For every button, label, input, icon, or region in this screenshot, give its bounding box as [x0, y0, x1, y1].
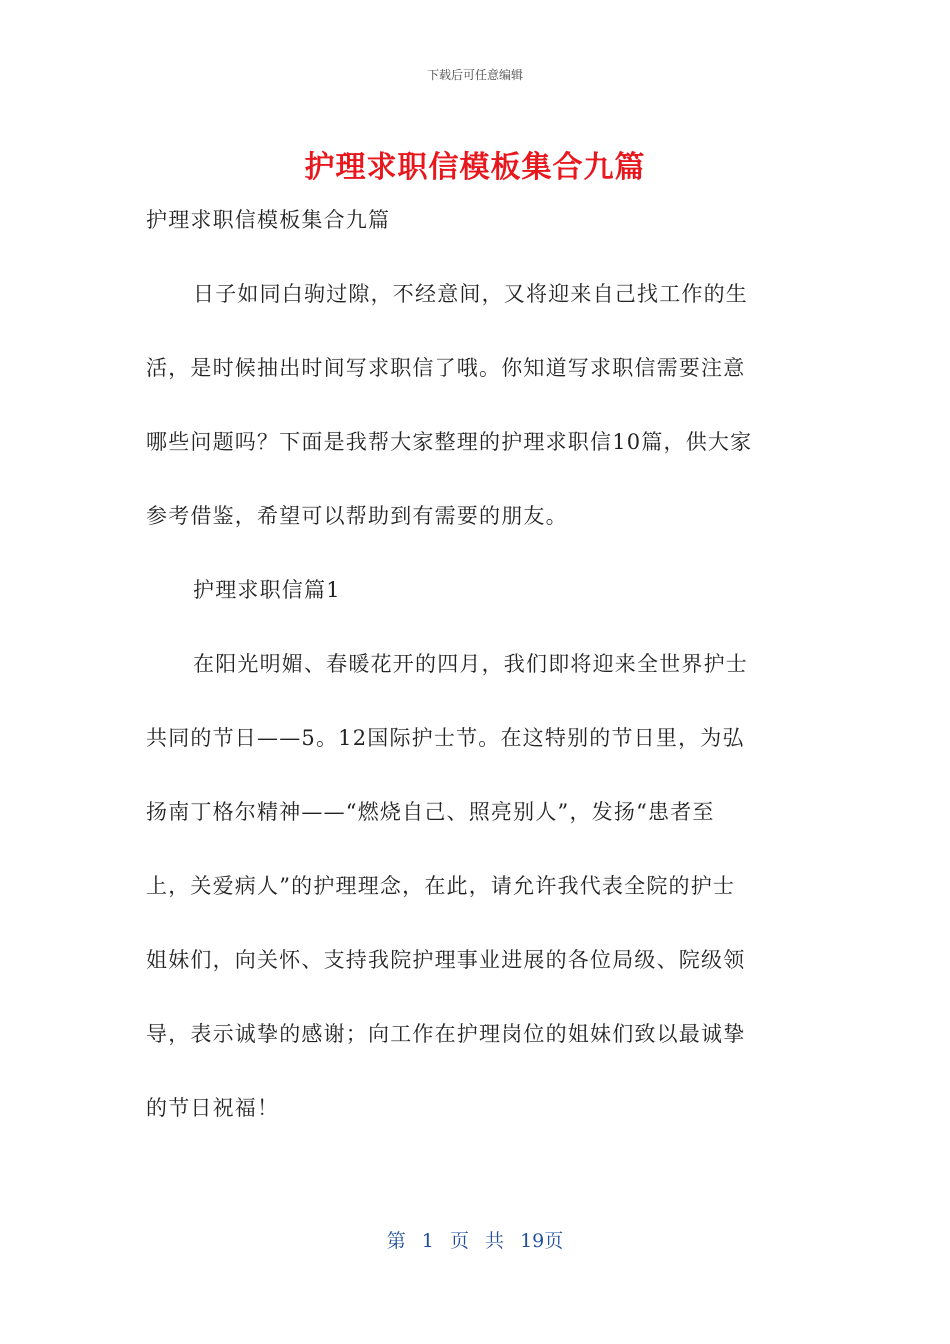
line-gap — [146, 1053, 806, 1090]
paragraph-gap — [146, 535, 806, 572]
document-body — [146, 202, 806, 1127]
line-gap — [146, 683, 806, 720]
text-line: 上，关爱病人”的护理理念，在此，请允许我代表全院的护士 — [146, 874, 736, 898]
text-line: 日子如同白驹过隙，不经意间，又将迎来自己找工作的生 — [193, 282, 748, 306]
section-heading: 护理求职信篇1 — [193, 578, 341, 602]
text-line: 参考借鉴，希望可以帮助到有需要的朋友。 — [146, 504, 568, 528]
page-footer — [0, 1226, 950, 1253]
paragraph-subtitle — [146, 202, 806, 239]
text-line: 护理求职信模板集合九篇 — [146, 208, 391, 232]
line-gap — [146, 905, 806, 942]
line-gap — [146, 831, 806, 868]
footer-current-page: 1 — [421, 1230, 434, 1252]
line-gap — [146, 979, 806, 1016]
line-gap — [146, 461, 806, 498]
header-note: 下载后可任意编辑 — [426, 68, 523, 82]
footer-total-prefix: 共 — [485, 1230, 505, 1252]
footer-mid: 页 — [449, 1230, 469, 1252]
document-title: 护理求职信模板集合九篇 — [304, 150, 646, 185]
paragraph-body — [146, 646, 806, 1127]
paragraph-intro — [146, 276, 806, 535]
paragraph-gap — [146, 239, 806, 276]
text-line: 导，表示诚挚的感谢；向工作在护理岗位的姐妹们致以最诚挚 — [146, 1022, 746, 1046]
text-line: 姐妹们，向关怀、支持我院护理事业进展的各位局级、院级领 — [146, 948, 746, 972]
line-gap — [146, 313, 806, 350]
text-line: 共同的节日——5。12国际护士节。在这特别的节日里，为弘 — [146, 726, 745, 750]
paragraph-gap — [146, 609, 806, 646]
text-line: 在阳光明媚、春暖花开的四月，我们即将迎来全世界护士 — [193, 652, 748, 676]
footer-prefix: 第 — [386, 1230, 406, 1252]
text-line: 哪些问题吗？下面是我帮大家整理的护理求职信10篇，供大家 — [146, 430, 753, 454]
line-gap — [146, 387, 806, 424]
text-line: 的节日祝福！ — [146, 1096, 280, 1120]
footer-total-pages: 19页 — [520, 1230, 564, 1252]
text-line: 扬南丁格尔精神——“燃烧自己、照亮别人”，发扬“患者至 — [146, 800, 715, 824]
paragraph-section-heading — [146, 572, 806, 609]
line-gap — [146, 757, 806, 794]
text-line: 活，是时候抽出时间写求职信了哦。你知道写求职信需要注意 — [146, 356, 746, 380]
